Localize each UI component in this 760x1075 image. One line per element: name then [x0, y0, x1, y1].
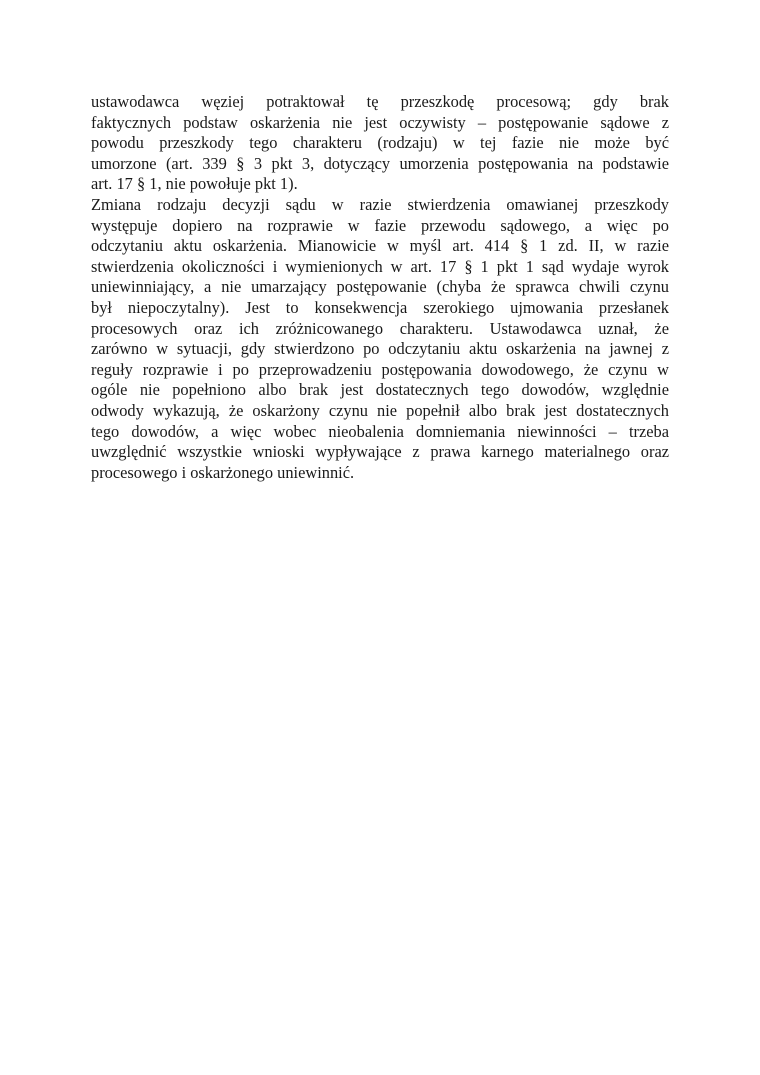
text-line: odwody wykazują, że oskarżony czynu nie popełnił albo brak jest dostatecznych [91, 400, 669, 420]
text-line: zarówno w sytuacji, gdy stwierdzono po odczytaniu aktu oskarżenia na jawnej z [91, 339, 669, 359]
text-line: ustawodawca węziej potraktował tę przeszkodę procesową; gdy brak [91, 92, 669, 111]
paragraph-2 [91, 195, 669, 483]
text-line: Zmiana rodzaju decyzji sądu w razie stwierdzenia omawianej przeszkody [91, 194, 669, 214]
text-line: stwierdzenia okoliczności i wymienionych w art. 17 § 1 pkt 1 sąd wydaje wyrok [91, 256, 669, 276]
text-line: reguły rozprawie i po przeprowadzeniu postępowania dowodowego, że czynu w [91, 359, 669, 379]
text-line: tego dowodów, a więc wobec nieobalenia domniemania niewinności – trzeba [91, 421, 669, 441]
text-line: był niepoczytalny). Jest to konsekwencja szerokiego ujmowania przesłanek [91, 297, 669, 317]
text-line: procesowych oraz ich zróżnicowanego charakteru. Ustawodawca uznał, że [91, 318, 669, 338]
text-line: odczytaniu aktu oskarżenia. Mianowicie w myśl art. 414 § 1 zd. II, w razie [91, 236, 669, 256]
text-line: umorzone (art. 339 § 3 pkt 3, dotyczący umorzenia postępowania na podstawie [91, 153, 669, 173]
text-line: powodu przeszkody tego charakteru (rodzaju) w tej fazie nie może być [91, 133, 669, 153]
text-line: uwzględnić wszystkie wnioski wypływające z prawa karnego materialnego oraz [91, 442, 669, 462]
text-line: procesowego i oskarżonego uniewinnić. [91, 462, 355, 482]
body-text [91, 92, 669, 483]
text-line: występuje dopiero na rozprawie w fazie przewodu sądowego, a więc po [91, 215, 669, 235]
text-line: uniewinniający, a nie umarzający postępowanie (chyba że sprawca chwili czynu [91, 277, 669, 297]
paragraph-1 [91, 92, 669, 195]
text-line: faktycznych podstaw oskarżenia nie jest oczywisty – postępowanie sądowe z [91, 112, 669, 132]
text-line: art. 17 § 1, nie powołuje pkt 1). [91, 174, 298, 194]
text-line: ogóle nie popełniono albo brak jest dostatecznych tego dowodów, względnie [91, 380, 669, 400]
